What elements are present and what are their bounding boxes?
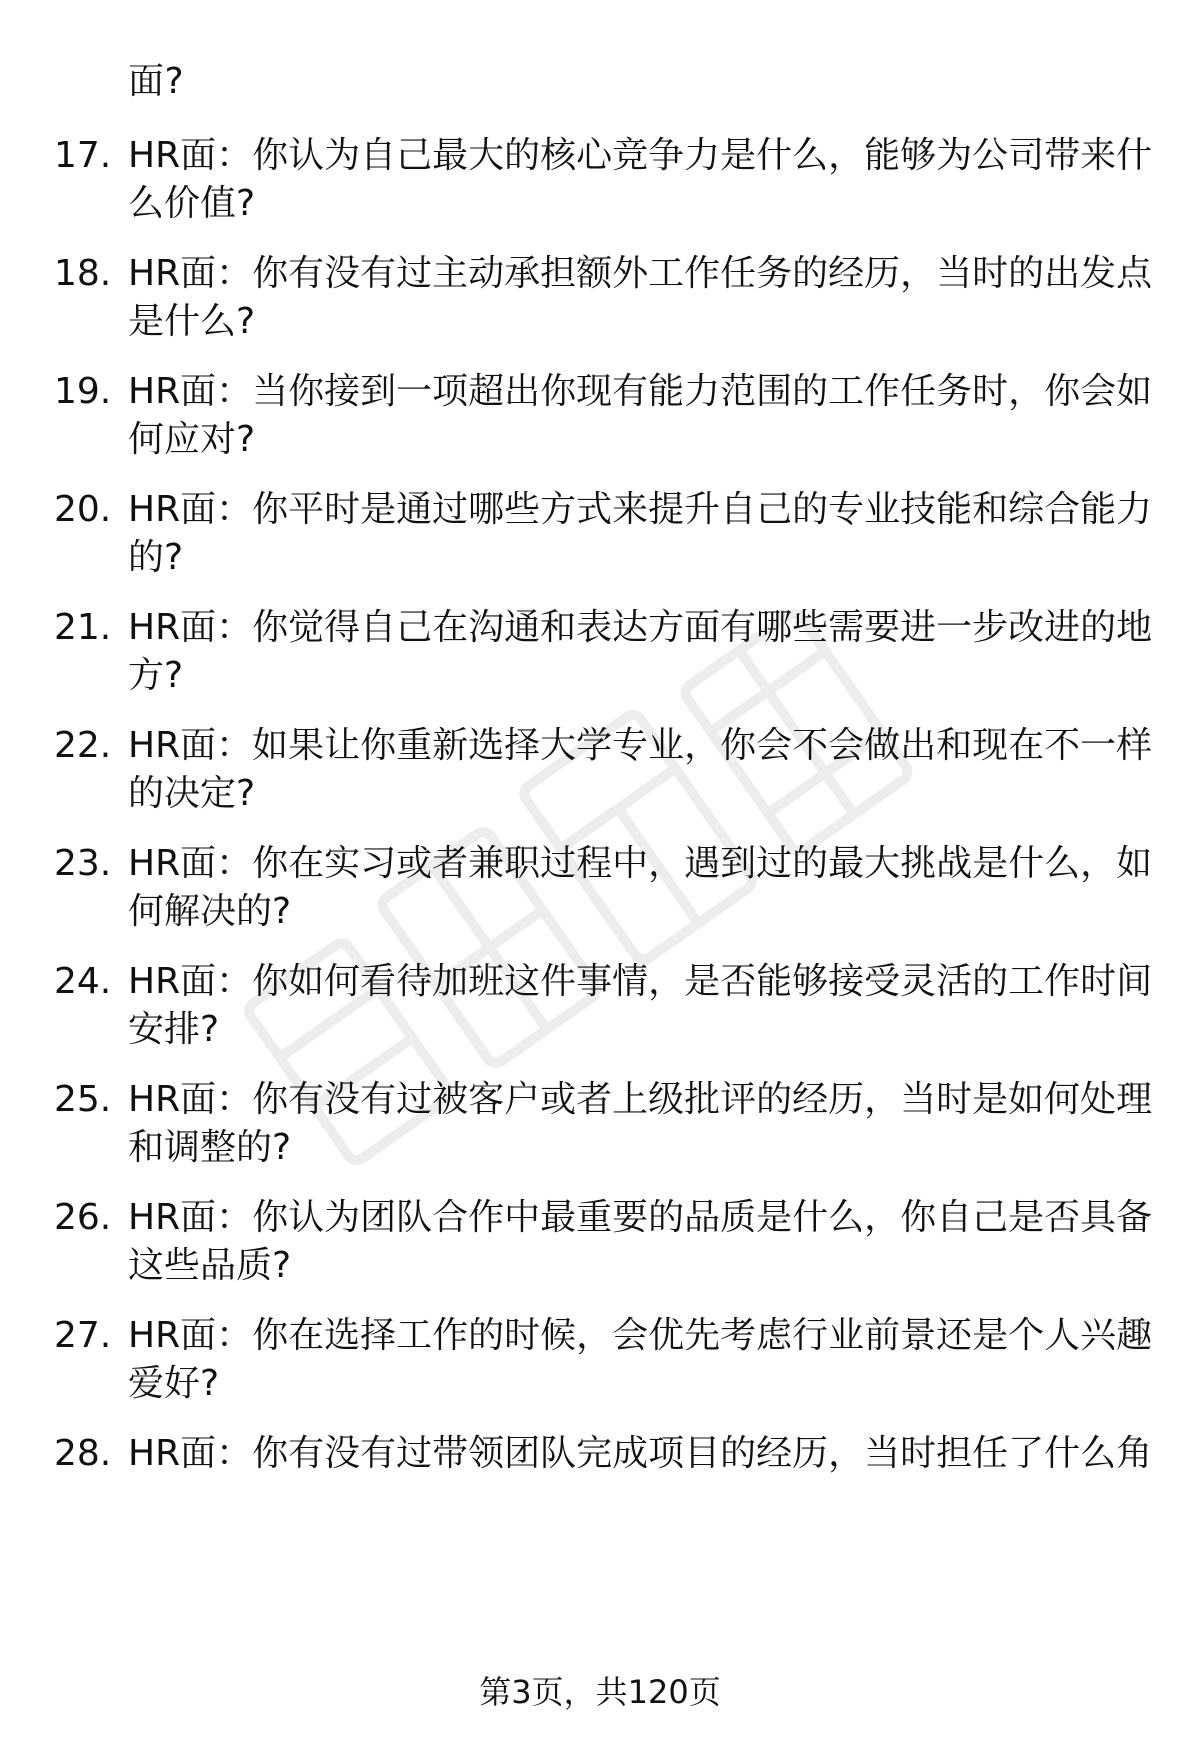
question-number: 19. — [54, 371, 112, 412]
question-text-line2: 和调整的? — [128, 1127, 292, 1168]
question-text-line1: HR面：你如何看待加班这件事情，是否能够接受灵活的工作时间 — [128, 961, 1153, 1002]
question-text-line1: HR面：你平时是通过哪些方式来提升自己的专业技能和综合能力 — [128, 489, 1153, 530]
list-item — [0, 1430, 1200, 1540]
question-number: 18. — [54, 253, 112, 294]
question-text-line1: HR面：你认为团队合作中最重要的品质是什么，你自己是否具备 — [128, 1197, 1153, 1238]
question-text-line2: 何解决的? — [128, 891, 292, 932]
list-item — [0, 722, 1200, 832]
question-number: 20. — [54, 489, 112, 530]
question-number: 17. — [54, 135, 112, 176]
question-text-line2: 安排? — [128, 1009, 220, 1050]
question-text-line1: HR面：如果让你重新选择大学专业，你会不会做出和现在不一样 — [128, 725, 1153, 766]
question-text-line2: 么价值? — [128, 183, 256, 224]
question-number: 27. — [54, 1315, 112, 1356]
continuation-text: 面? — [128, 61, 185, 102]
page-footer: 第3页，共120页 — [479, 1673, 721, 1711]
question-number: 22. — [54, 725, 112, 766]
list-item — [0, 604, 1200, 714]
question-text-line2: 的决定? — [128, 773, 256, 814]
question-text-line2: 爱好? — [128, 1363, 220, 1404]
question-text-line1: HR面：你有没有过主动承担额外工作任务的经历，当时的出发点 — [128, 253, 1153, 294]
question-text-line1: HR面：你认为自己最大的核心竞争力是什么，能够为公司带来什 — [128, 135, 1153, 176]
question-text-line2: 方? — [128, 655, 184, 696]
question-number: 26. — [54, 1197, 112, 1238]
list-item — [0, 1312, 1200, 1422]
list-item — [0, 840, 1200, 950]
list-item — [0, 958, 1200, 1068]
question-text-line2: 的? — [128, 537, 184, 578]
question-text-line1: HR面：你在选择工作的时候，会优先考虑行业前景还是个人兴趣 — [128, 1315, 1153, 1356]
question-number: 25. — [54, 1079, 112, 1120]
question-text-line1: HR面：你有没有过被客户或者上级批评的经历，当时是如何处理 — [128, 1079, 1153, 1120]
question-text-line1: HR面：你有没有过带领团队完成项目的经历，当时担任了什么角 — [128, 1433, 1153, 1474]
question-text-line2: 这些品质? — [128, 1245, 292, 1286]
list-item — [0, 1076, 1200, 1186]
question-text-line2: 何应对? — [128, 419, 256, 460]
list-item — [0, 1194, 1200, 1304]
question-text-line1: HR面：你在实习或者兼职过程中，遇到过的最大挑战是什么，如 — [128, 843, 1153, 884]
question-text-line1: HR面：你觉得自己在沟通和表达方面有哪些需要进一步改进的地 — [128, 607, 1153, 648]
question-number: 24. — [54, 961, 112, 1002]
list-item — [0, 486, 1200, 596]
question-number: 28. — [54, 1433, 112, 1474]
list-item — [0, 368, 1200, 478]
question-number: 23. — [54, 843, 112, 884]
list-item — [0, 250, 1200, 360]
question-text-line1: HR面：当你接到一项超出你现有能力范围的工作任务时，你会如 — [128, 371, 1153, 412]
question-number: 21. — [54, 607, 112, 648]
list-item — [0, 132, 1200, 242]
question-text-line2: 是什么? — [128, 301, 256, 342]
